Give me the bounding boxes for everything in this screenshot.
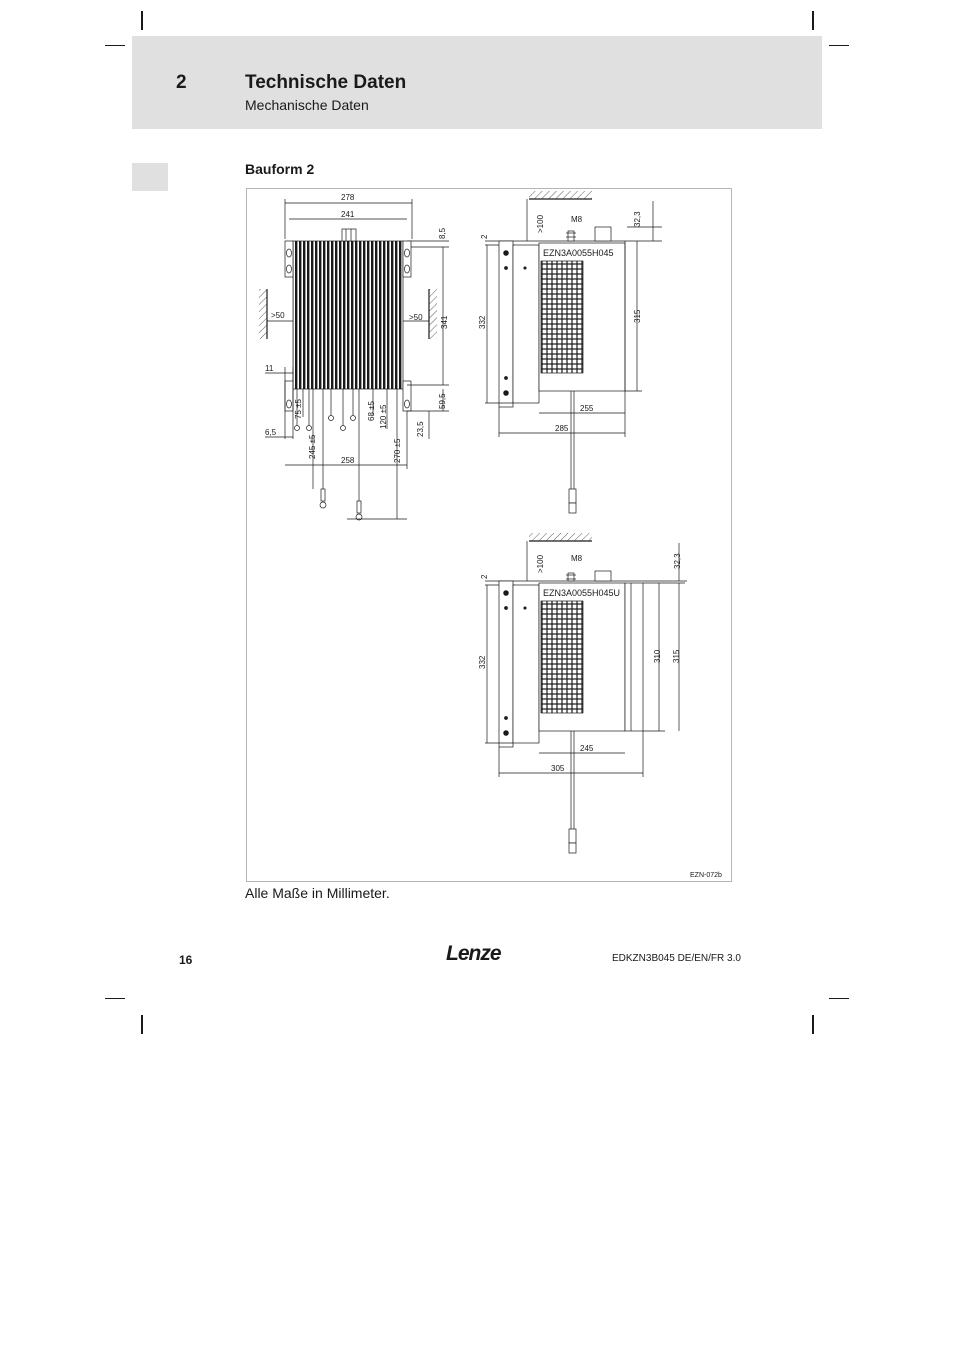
page-number: 16 [179, 953, 193, 967]
dim-clearance-left: >50 [271, 311, 285, 320]
chapter-title: Technische Daten [245, 72, 407, 93]
chapter-subtitle: Mechanische Daten [245, 97, 369, 113]
crop-mark [105, 998, 125, 999]
dim-bottom-width: 258 [341, 456, 355, 465]
unit-label: EZN3A0055H045U [543, 588, 621, 598]
dim-depth-outer: 285 [555, 424, 569, 433]
units-note: Alle Maße in Millimeter. [245, 885, 390, 901]
dim-lug-offset: 11 [265, 364, 274, 373]
dim-cable-3: 120 ±5 [379, 404, 388, 429]
dim-height-inner: 315 [672, 649, 681, 663]
figure-id: EZN-072b [690, 872, 722, 879]
crop-mark [812, 11, 814, 30]
dim-height-outer: 332 [478, 655, 487, 669]
dim-inner-width: 241 [341, 210, 355, 219]
section-heading: Bauform 2 [245, 161, 315, 177]
dim-base-offset: 6,5 [265, 428, 277, 437]
dim-cable-4: 245 ±5 [308, 434, 317, 459]
dim-top: 32,3 [673, 553, 682, 569]
dim-overall-width: 278 [341, 193, 355, 202]
unit-label: EZN3A0055H045 [543, 248, 614, 258]
dim-depth-inner: 255 [580, 404, 594, 413]
dim-plate: 2 [480, 234, 489, 239]
dim-bottom-height: 23,5 [416, 421, 425, 437]
technical-drawing [246, 188, 732, 882]
dim-depth-outer: 305 [551, 764, 565, 773]
dim-bottom-offset: 59,5 [438, 393, 447, 409]
crop-mark [141, 1015, 143, 1034]
mount-label: M8 [571, 554, 583, 563]
dim-cable-2: 68 ±5 [367, 401, 376, 421]
dim-top-offset: 8,5 [438, 227, 447, 239]
crop-mark [105, 45, 125, 46]
document-reference: EDKZN3B045 DE/EN/FR 3.0 [612, 953, 741, 964]
dim-depth-inner: 245 [580, 744, 594, 753]
dim-clearance-top: >100 [536, 214, 545, 233]
dimension-drawing [247, 189, 733, 883]
dim-clearance-top: >100 [536, 554, 545, 573]
dim-cable-5: 270 ±5 [393, 438, 402, 463]
dim-plate: 2 [480, 574, 489, 579]
dim-height-mid: 310 [653, 649, 662, 663]
crop-mark [141, 11, 143, 30]
side-tab-marker [132, 163, 168, 191]
dim-top: 32,3 [633, 211, 642, 227]
dim-height-outer: 332 [478, 315, 487, 329]
chapter-header-band [132, 36, 822, 129]
crop-mark [829, 998, 849, 999]
dim-height-inner: 315 [633, 309, 642, 323]
dim-clearance-right: >50 [409, 313, 423, 322]
chapter-number: 2 [176, 72, 187, 93]
dim-height: 341 [440, 315, 449, 329]
crop-mark [829, 45, 849, 46]
crop-mark [812, 1015, 814, 1034]
brand-logo: Lenze [446, 942, 501, 965]
mount-label: M8 [571, 215, 583, 224]
dim-cable-1: 75 ±5 [294, 399, 303, 419]
